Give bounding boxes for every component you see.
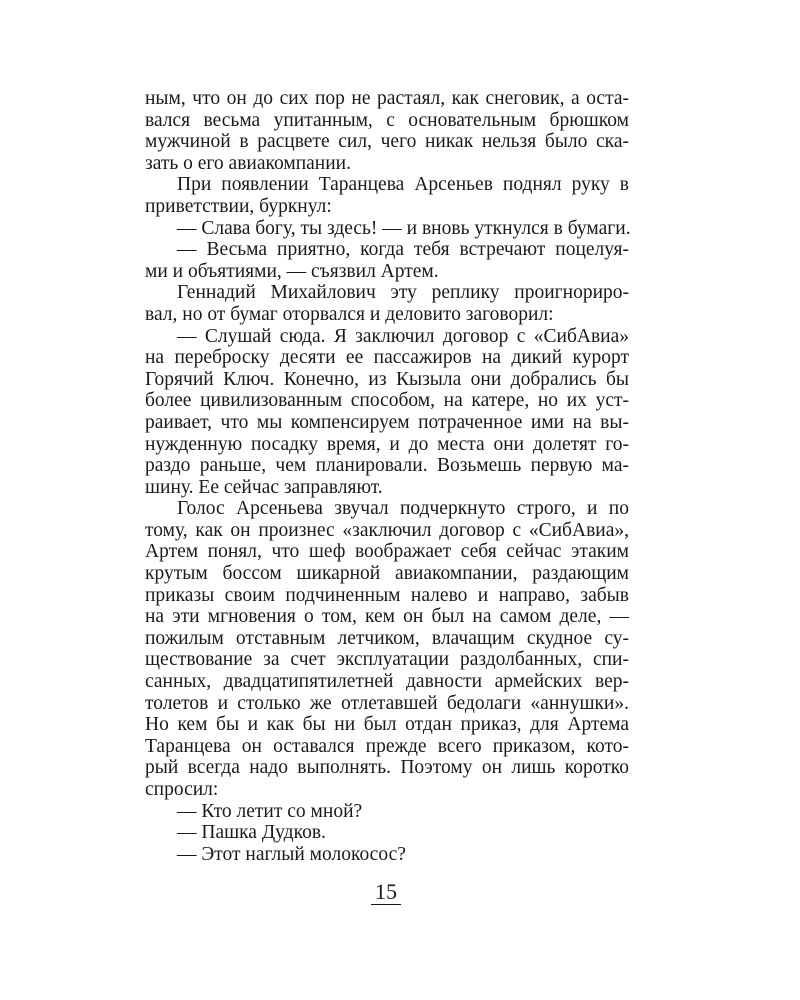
text-line: раздо раньше, чем планировали. Возьмешь первую ма- xyxy=(145,455,629,477)
text-line: — Слушай сюда. Я заключил договор с «СибАвиа» xyxy=(177,325,629,347)
text-line: Горячий Ключ. Конечно, из Кызыла они добрались бы xyxy=(145,368,629,390)
text-line: Артем понял, что шеф воображает себя сейчас этаким xyxy=(145,541,629,563)
text-line: ществование за счет эксплуатации раздолбанных, спи- xyxy=(145,649,629,671)
text-line: Таранцева он оставался прежде всего приказом, кото- xyxy=(145,735,629,757)
text-line: При появлении Таранцева Арсеньев поднял руку в xyxy=(177,174,629,196)
text-line: — Слава богу, ты здесь! — и вновь уткнулся в бумаги. xyxy=(177,217,631,239)
text-line: шину. Ее сейчас заправляют. xyxy=(145,476,383,498)
text-line: рый всегда надо выполнять. Поэтому он лишь коротко xyxy=(145,757,629,779)
page-number: 15 xyxy=(371,880,401,905)
text-line: вал, но от бумаг оторвался и деловито заговорил: xyxy=(145,303,554,325)
text-line: нужденную посадку время, и до места они долетят го- xyxy=(145,433,629,455)
text-line: раивает, что мы компенсируем потраченное ими на вы- xyxy=(145,411,629,433)
text-line: Но кем бы и как бы ни был отдан приказ, для Артема xyxy=(145,714,629,736)
text-line: толетов и столько же отлетавшей бедолаги «аннушки». xyxy=(145,692,629,714)
body-text xyxy=(145,88,629,865)
text-line: спросил: xyxy=(145,779,219,800)
text-line: — Пашка Дудков. xyxy=(177,822,326,844)
text-line: мужчиной в расцвете сил, чего никак нельзя было ска- xyxy=(145,131,629,153)
text-line: пожилым отставным летчиком, влачащим скудное су- xyxy=(145,627,629,649)
text-line: на переброску десяти ее пассажиров на дикий курорт xyxy=(145,347,629,369)
text-line: Геннадий Михайлович эту реплику проигнориро- xyxy=(177,282,629,304)
text-line: ми и объятиями, — съязвил Артем. xyxy=(145,260,439,282)
text-line: крутым боссом шикарной авиакомпании, раздающим xyxy=(145,563,629,585)
text-line: — Этот наглый молокосос? xyxy=(177,843,406,865)
text-line: приветствии, буркнул: xyxy=(145,195,332,217)
text-line: более цивилизованным способом, на катере, но их уст- xyxy=(145,390,629,412)
text-line: Голос Арсеньева звучал подчеркнуто строго, и по xyxy=(177,498,629,520)
text-line: вался весьма упитанным, с основательным брюшком xyxy=(145,109,629,131)
text-line: приказы своим подчиненным налево и направо, забыв xyxy=(145,584,629,606)
text-line: ным, что он до сих пор не растаял, как снеговик, а оста- xyxy=(145,88,629,109)
text-line: на эти мгновения о том, кем он был на самом деле, — xyxy=(145,606,629,628)
text-line: — Весьма приятно, когда тебя встречают поцелуя- xyxy=(177,239,629,261)
text-line: тому, как он произнес «заключил договор с «СибАвиа», xyxy=(145,519,629,541)
text-line: зать о его авиакомпании. xyxy=(145,152,351,174)
text-line: — Кто летит со мной? xyxy=(177,800,363,822)
text-line: санных, двадцатипятилетней давности армейских вер- xyxy=(145,671,629,693)
